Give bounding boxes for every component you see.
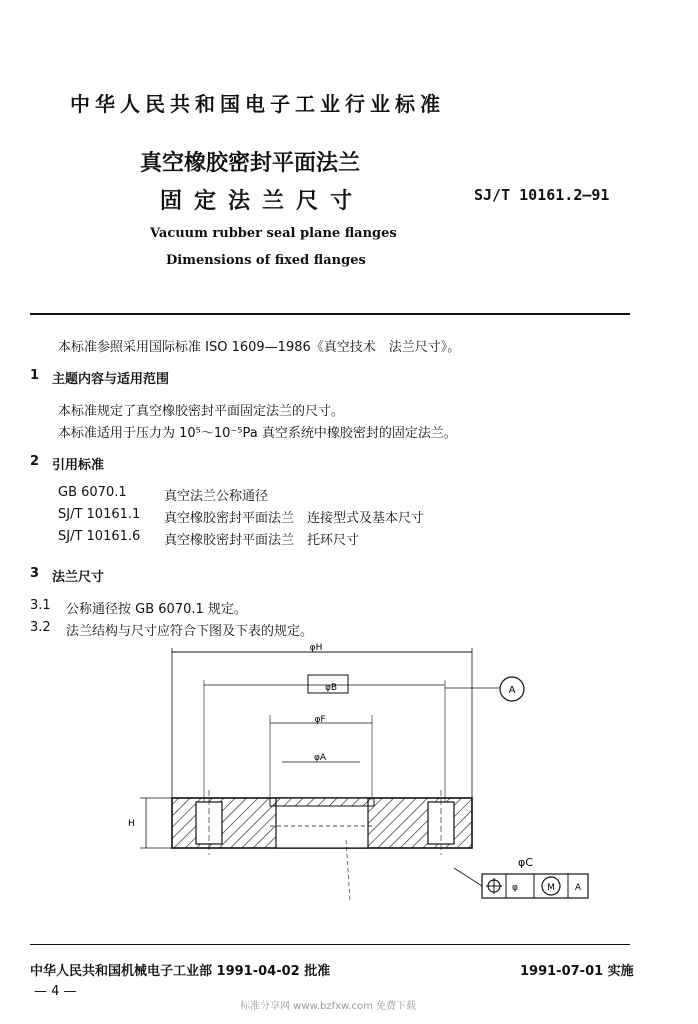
issuer-header: 中华人民共和国电子工业行业标准 [70,92,445,116]
label-dB: φB [325,683,338,693]
section-3-number: 3 [30,566,40,581]
intro-paragraph: 本标准参照采用国际标准 ISO 1609—1986《真空技术 法兰尺寸》。 [58,340,461,355]
label-ref: A [574,883,582,893]
ref-code-1: GB 6070.1 [58,485,127,500]
title-divider [30,313,630,315]
title-line-1: 真空橡胶密封平面法兰 [140,151,361,176]
section-1-number: 1 [30,368,40,383]
ref-code-2: SJ/T 10161.1 [58,507,141,522]
section-3-title: 法兰尺寸 [52,570,105,585]
standard-code: SJ/T 10161.2—91 [474,186,610,204]
item-3-1-text: 公称通径按 GB 6070.1 规定。 [66,602,247,617]
section-1-para-2: 本标准适用于压力为 10⁵～10⁻⁵Pa 真空系统中橡胶密封的固定法兰。 [58,426,457,441]
label-dH: φH [309,643,323,653]
effective-date: 1991-07-01 实施 [520,964,634,979]
item-3-1-number: 3.1 [30,598,51,613]
label-datum: A [508,685,516,696]
approval-line: 中华人民共和国机械电子工业部 1991-04-02 批准 [30,964,331,979]
item-3-2-text: 法兰结构与尺寸应符合下图及下表的规定。 [66,624,314,639]
label-dF: φF [314,715,326,725]
english-title-1: Vacuum rubber seal plane flanges [150,226,397,241]
watermark: 标准分享网 www.bzfxw.com 免费下载 [240,1001,416,1012]
ref-name-2: 真空橡胶密封平面法兰 连接型式及基本尺寸 [164,511,425,526]
title-line-2: 固定法兰尺寸 [160,189,365,214]
label-dA: φA [313,753,327,763]
ref-code-3: SJ/T 10161.6 [58,529,141,544]
section-2-number: 2 [30,454,40,469]
section-1-para-1: 本标准规定了真空橡胶密封平面固定法兰的尺寸。 [58,404,345,419]
label-h: H [128,819,135,829]
label-pos: φ [512,883,518,893]
footer-divider [30,944,630,945]
ref-name-3: 真空橡胶密封平面法兰 托环尺寸 [164,533,360,548]
label-m: M [547,883,555,893]
section-2-title: 引用标准 [52,458,105,473]
page-number: — 4 — [34,984,77,999]
ref-name-1: 真空法兰公称通径 [164,489,269,504]
flange-drawing [110,640,600,910]
item-3-2-number: 3.2 [30,620,51,635]
label-tol: φC [518,856,533,869]
section-1-title: 主题内容与适用范围 [52,372,170,387]
english-title-2: Dimensions of fixed flanges [166,253,366,268]
